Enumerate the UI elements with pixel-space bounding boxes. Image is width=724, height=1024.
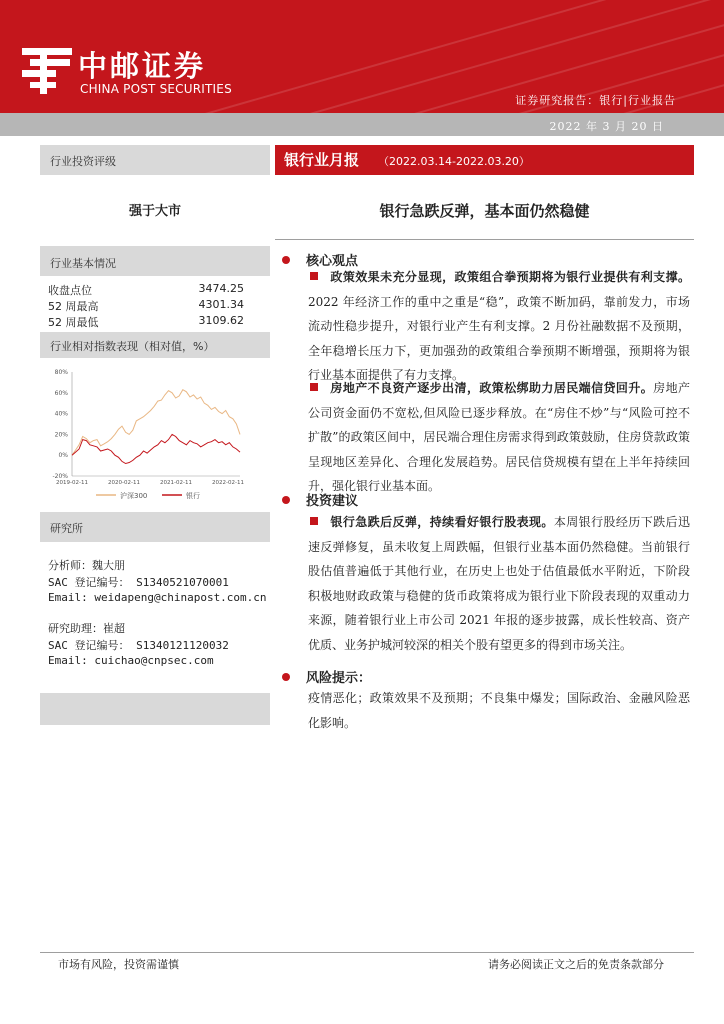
logo-english: CHINA POST SECURITIES	[80, 82, 232, 96]
series-line-bank	[72, 434, 240, 463]
chart-label: 行业相对指数表现（相对值，%）	[50, 340, 215, 353]
bullet-dot-icon	[282, 673, 290, 681]
relative-performance-chart	[40, 364, 270, 504]
x-tick-label: 2021-02-11	[160, 480, 192, 486]
square-bullet-icon	[310, 272, 318, 280]
breadcrumb: 证券研究报告：银行|行业报告	[515, 94, 676, 107]
report-date: 2022 年 3 月 20 日	[549, 120, 664, 133]
assistant-email[interactable]: Email: cuichao@cnpsec.com	[48, 654, 214, 667]
basics-row-low	[48, 314, 244, 330]
square-bullet-icon	[310, 517, 318, 525]
section-risk	[282, 667, 371, 686]
report-type: 银行业月报	[284, 151, 360, 169]
x-tick-label: 2019-02-11	[56, 480, 88, 486]
basics-row-high	[48, 298, 244, 314]
paragraph-body: 房地产公司资金面仍不宽松,但风险已逐步释放。在“房住不炒”与“风险可控不扩散”的政策区间中，居民端合理住房需求得到政策鼓励，住房贷款政策呈现地区差异化、合理化发展趋势。居民信贷规模有望在上半年持续回升，强化银行业基本面。	[308, 381, 690, 493]
institute-label-box	[40, 512, 270, 542]
assistant-sac: SAC 登记编号： S1340121120032	[48, 639, 229, 652]
assistant-name: 研究助理：崔超	[48, 622, 125, 635]
y-tick-label: 20%	[54, 431, 68, 439]
y-tick-label: 60%	[54, 389, 68, 397]
basics-row-label: 52 周最低	[48, 316, 99, 329]
paragraph-policy	[308, 265, 690, 388]
basics-label-box	[40, 246, 270, 276]
rating-value: 强于大市	[128, 204, 181, 219]
analyst-sac: SAC 登记编号： S1340521070001	[48, 576, 229, 589]
basics-label: 行业基本情况	[50, 257, 116, 270]
footer-disclaimer-right: 请务必阅读正文之后的免责条款部分	[488, 958, 664, 971]
section-title: 投资建议	[306, 494, 359, 509]
section-title: 风险提示：	[306, 671, 372, 686]
square-bullet-icon	[310, 383, 318, 391]
blank-grey-box	[40, 693, 270, 725]
analyst-email[interactable]: Email: weidapeng@chinapost.com.cn	[48, 591, 267, 604]
section-investment-advice	[282, 490, 358, 509]
headline: 银行急跌反弹，基本面仍然稳健	[379, 202, 590, 220]
y-tick-label: 0%	[58, 452, 68, 460]
legend-label-hs300: 沪深300	[120, 492, 148, 500]
paragraph-realestate	[308, 376, 690, 499]
bullet-dot-icon	[282, 256, 290, 264]
paragraph-lead: 房地产不良资产逐步出清，政策松绑助力居民端信贷回升。	[330, 381, 654, 395]
divider	[275, 239, 694, 240]
rating-label-box	[40, 145, 270, 175]
y-tick-label: 80%	[54, 369, 68, 376]
legend-label-bank: 银行	[186, 492, 200, 500]
x-tick-label: 2022-02-11	[212, 480, 244, 486]
paragraph-body: 2022 年经济工作的重中之重是“稳”，政策不断加码，靠前发力，市场流动性稳步提升，对银行业产生有利支撑。2 月份社融数据不及预期，全年稳增长压力下，更加强劲的政策组合拳预期不断增强，预期将为银行业基本面提供了有力支撑。	[308, 294, 690, 382]
analyst-name: 分析师：魏大朋	[48, 559, 125, 572]
footer-divider	[40, 952, 694, 953]
basics-row-value: 3109.62	[198, 314, 244, 327]
section-title: 核心观点	[306, 254, 359, 269]
logo-text: 中邮证券	[78, 49, 207, 83]
footer-disclaimer-left: 市场有风险，投资需谨慎	[58, 958, 179, 971]
paragraph-body: 本周银行股经历下跌后迅速反弹修复，虽未收复上周跌幅，但银行业基本面仍然稳健。当前银行股估值普遍低于其他行业，在历史上也处于估值最低水平附近，下阶段积极地财政政策与稳健的货币政策将成为银行业下阶段表现的双重动力来源，随着银行业上市公司 2021 年报的逐步披露，成长性较高、资产优质、业务护城河较深的相关个股有望更多的得到市场关注。	[308, 515, 690, 652]
institute-label: 研究所	[50, 522, 83, 535]
y-tick-label: 40%	[54, 410, 68, 418]
bullet-dot-icon	[282, 496, 290, 504]
report-range: （2022.03.14-2022.03.20）	[378, 155, 530, 168]
rating-label: 行业投资评级	[50, 155, 116, 168]
chart-label-box	[40, 332, 270, 358]
paragraph-lead: 政策效果未充分显现，政策组合拳预期将为银行业提供有利支撑。	[330, 270, 690, 284]
basics-row-label: 52 周最高	[48, 300, 99, 313]
basics-row-value: 3474.25	[198, 282, 244, 295]
basics-row-close	[48, 282, 244, 298]
y-tick-label: -20%	[52, 473, 68, 480]
paragraph-risk: 疫情恶化；政策效果不及预期；不良集中爆发；国际政治、金融风险恶化影响。	[308, 691, 690, 730]
paragraph-advice	[308, 510, 690, 657]
paragraph-lead: 银行急跌后反弹，持续看好银行股表现。	[330, 515, 554, 529]
basics-row-value: 4301.34	[198, 298, 244, 311]
basics-row-label: 收盘点位	[48, 284, 92, 297]
china-post-logo-icon	[20, 44, 74, 98]
x-tick-label: 2020-02-11	[108, 480, 140, 486]
